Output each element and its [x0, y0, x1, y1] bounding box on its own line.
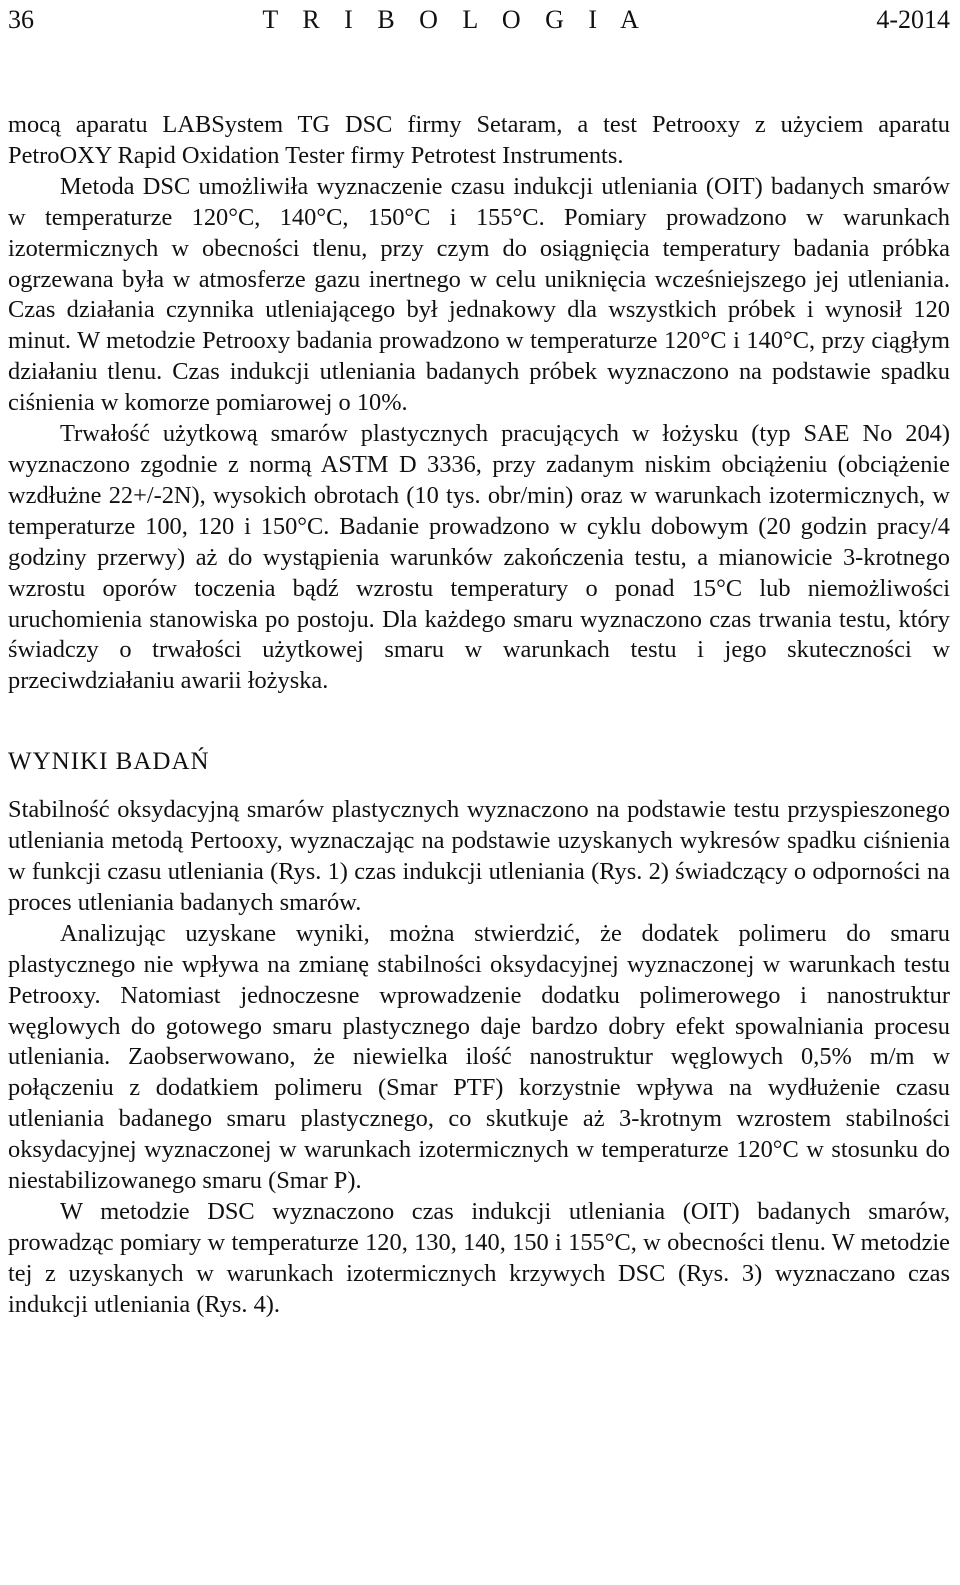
paragraph: Stabilność oksydacyjną smarów plastycznych wyznaczono na podstawie testu przyspieszonego utleniania metodą Pertooxy, wyznaczając na podstawie uzyskanych wykresów spadku ciśnienia w funkcji czasu utleniania (Rys. 1) czas indukcji utleniania (Rys. 2) świadczący o odporności na proces utleniania badanych smarów. — [8, 796, 950, 916]
paragraph: Metoda DSC umożliwiła wyznaczenie czasu indukcji utleniania (OIT) badanych smarów w temperaturze 120°C, 140°C, 150°C i 155°C. Pomiary prowadzono w warunkach izotermicznych w obecności tlenu, przy czym do osiągnięcia temperatury badania próbka ogrzewana była w atmosferze gazu inertnego w celu uniknięcia wcześniejszego jej utleniania. Czas działania czynnika utleniającego był jednakowy dla wszystkich próbek i wynosił 120 minut. W metodzie Petrooxy badania prowadzono w temperaturze 120°C i 140°C, przy ciągłym działaniu tlenu. Czas indukcji utleniania badanych próbek wyznaczono na podstawie spadku ciśnienia w komorze pomiarowej o 10%. — [8, 172, 950, 417]
page-header — [8, 2, 950, 38]
page-body — [8, 110, 950, 1321]
paragraph: W metodzie DSC wyznaczono czas indukcji utleniania (OIT) badanych smarów, prowadząc pomiary w temperaturze 120, 130, 140, 150 i 155°C, w obecności tlenu. W metodzie tej z uzyskanych w warunkach izotermicznych krzywych DSC (Rys. 3) wyznaczano czas indukcji utleniania (Rys. 4). — [8, 1198, 950, 1318]
paragraph: Trwałość użytkową smarów plastycznych pracujących w łożysku (typ SAE No 204) wyznaczono zgodnie z normą ASTM D 3336, przy zadanym niskim obciążeniu (obciążenie wzdłużne 22+/-2N), wysokich obrotach (10 tys. obr/min) oraz w warunkach izotermicznych, w temperaturze 100, 120 i 150°C. Badanie prowadzono w cyklu dobowym (20 godzin pracy/4 godziny przerwy) aż do wystąpienia warunków zakończenia testu, a mianowicie 3-krotnego wzrostu oporów toczenia bądź wzrostu temperatury o ponad 15°C lub niemożliwości uruchomienia stanowiska po postoju. Dla każdego smaru wyznaczono czas trwania testu, który świadczy o trwałości użytkowej smaru w warunkach testu i jego skuteczności w przeciwdziałaniu awarii łożyska. — [8, 420, 950, 695]
journal-title: T R I B O L O G I A — [262, 5, 648, 34]
issue-number: 4-2014 — [876, 5, 950, 34]
paragraph: mocą aparatu LABSystem TG DSC firmy Setaram, a test Petrooxy z użyciem aparatu PetroOXY Rapid Oxidation Tester firmy Petrotest Instruments. — [8, 111, 950, 169]
paragraph: Analizując uzyskane wyniki, można stwierdzić, że dodatek polimeru do smaru plastycznego nie wpływa na zmianę stabilności oksydacyjnej wyznaczonej w warunkach testu Petrooxy. Natomiast jednoczesne wprowadzenie dodatku polimerowego i nanostruktur węglowych do gotowego smaru plastycznego daje bardzo dobry efekt spowalniania procesu utleniania. Zaobserwowano, że niewielka ilość nanostruktur węglowych 0,5% m/m w połączeniu z dodatkiem polimeru (Smar PTF) korzystnie wpływa na wydłużenie czasu utleniania badanego smaru plastycznego, co skutkuje aż 3-krotnym wzrostem stabilności oksydacyjnej wyznaczonej w warunkach izotermicznych w temperaturze 120°C w stosunku do niestabilizowanego smaru (Smar P). — [8, 919, 950, 1195]
page-number: 36 — [8, 5, 34, 34]
section-heading: WYNIKI BADAŃ — [8, 748, 210, 776]
